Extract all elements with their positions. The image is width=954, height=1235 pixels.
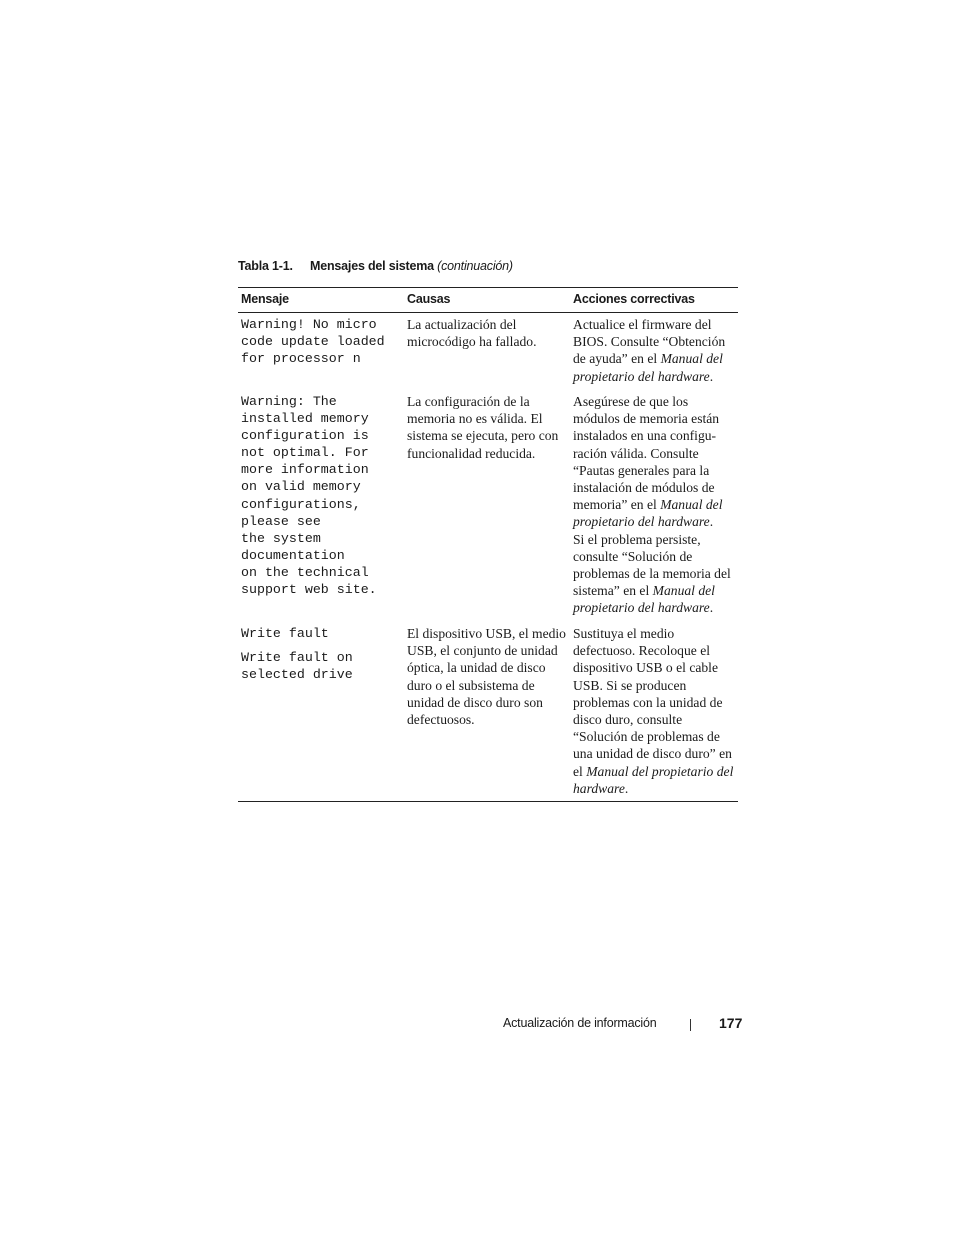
message-code: Warning! No micro code update loaded for processor n	[241, 317, 385, 367]
header-action: Acciones correctivas	[570, 288, 738, 313]
message-cell	[238, 313, 404, 389]
manual-reference: Manual del propietario del hardware	[573, 763, 734, 796]
cause-cell: La actualización del microcódigo ha fallado.	[407, 317, 537, 350]
action-end: .	[709, 514, 714, 530]
action-end: .	[709, 368, 714, 384]
header-message: Mensaje	[238, 288, 404, 313]
table-row	[238, 388, 738, 617]
system-messages-table	[238, 287, 738, 802]
manual-reference: Manual del propietario del hardware	[573, 497, 723, 530]
footer-section-title: Actualización de información	[503, 1016, 657, 1030]
manual-reference: Manual del propietario del hardware	[573, 351, 723, 384]
manual-reference: Manual del propietario del hardware	[573, 583, 715, 616]
message-code: Write fault	[241, 626, 329, 641]
action-cell	[570, 388, 738, 617]
message-code: Warning: The installed memory configuration is not optimal. For more information on valid memory configurations, please see the system documentation on the technical support web site.	[241, 394, 377, 598]
table-number: Tabla 1-1.	[238, 259, 293, 273]
cause-cell: La configuración de la memoria no es válida. El sistema se ejecuta, pero con funcionalidad reducida.	[407, 394, 559, 461]
table-header-row	[238, 288, 738, 313]
message-cell	[238, 388, 404, 617]
table-continued: (continuación)	[437, 259, 513, 273]
action-text: Si el problema persiste, consulte “Solución de problemas de la memoria del sistema” en el	[573, 531, 731, 599]
action-text: Actualice el firmware del BIOS. Consulte “Obtención de ayuda” en el	[573, 317, 726, 367]
header-cause: Causas	[404, 288, 570, 313]
action-cell	[570, 313, 738, 389]
cause-cell: El dispositivo USB, el medio USB, el conjunto de unidad óptica, la unidad de disco duro o el subsistema de unidad de disco duro son defectuosos.	[404, 617, 570, 802]
table-title: Mensajes del sistema	[310, 259, 434, 273]
message-cell	[238, 617, 404, 802]
action-end: .	[624, 780, 629, 796]
table-caption	[238, 259, 513, 273]
page-number: 177	[719, 1015, 743, 1031]
action-text: Asegúrese de que los módulos de memoria están instalados en una configu-ración válida. Consulte “Pautas generales para la instalación de módulos de memoria” en el	[573, 394, 720, 513]
table-row	[238, 617, 738, 802]
footer-divider	[690, 1019, 691, 1031]
action-cell	[570, 617, 738, 802]
action-text: Sustituya el medio defectuoso. Recoloque el dispositivo USB o el cable USB. Si se producen problemas con la unidad de disco duro, consulte “Solución de problemas de una unidad de disco duro” en el	[573, 626, 732, 779]
message-code: Write fault on selected drive	[241, 650, 353, 683]
action-end: .	[709, 600, 714, 616]
table-row	[238, 313, 738, 389]
